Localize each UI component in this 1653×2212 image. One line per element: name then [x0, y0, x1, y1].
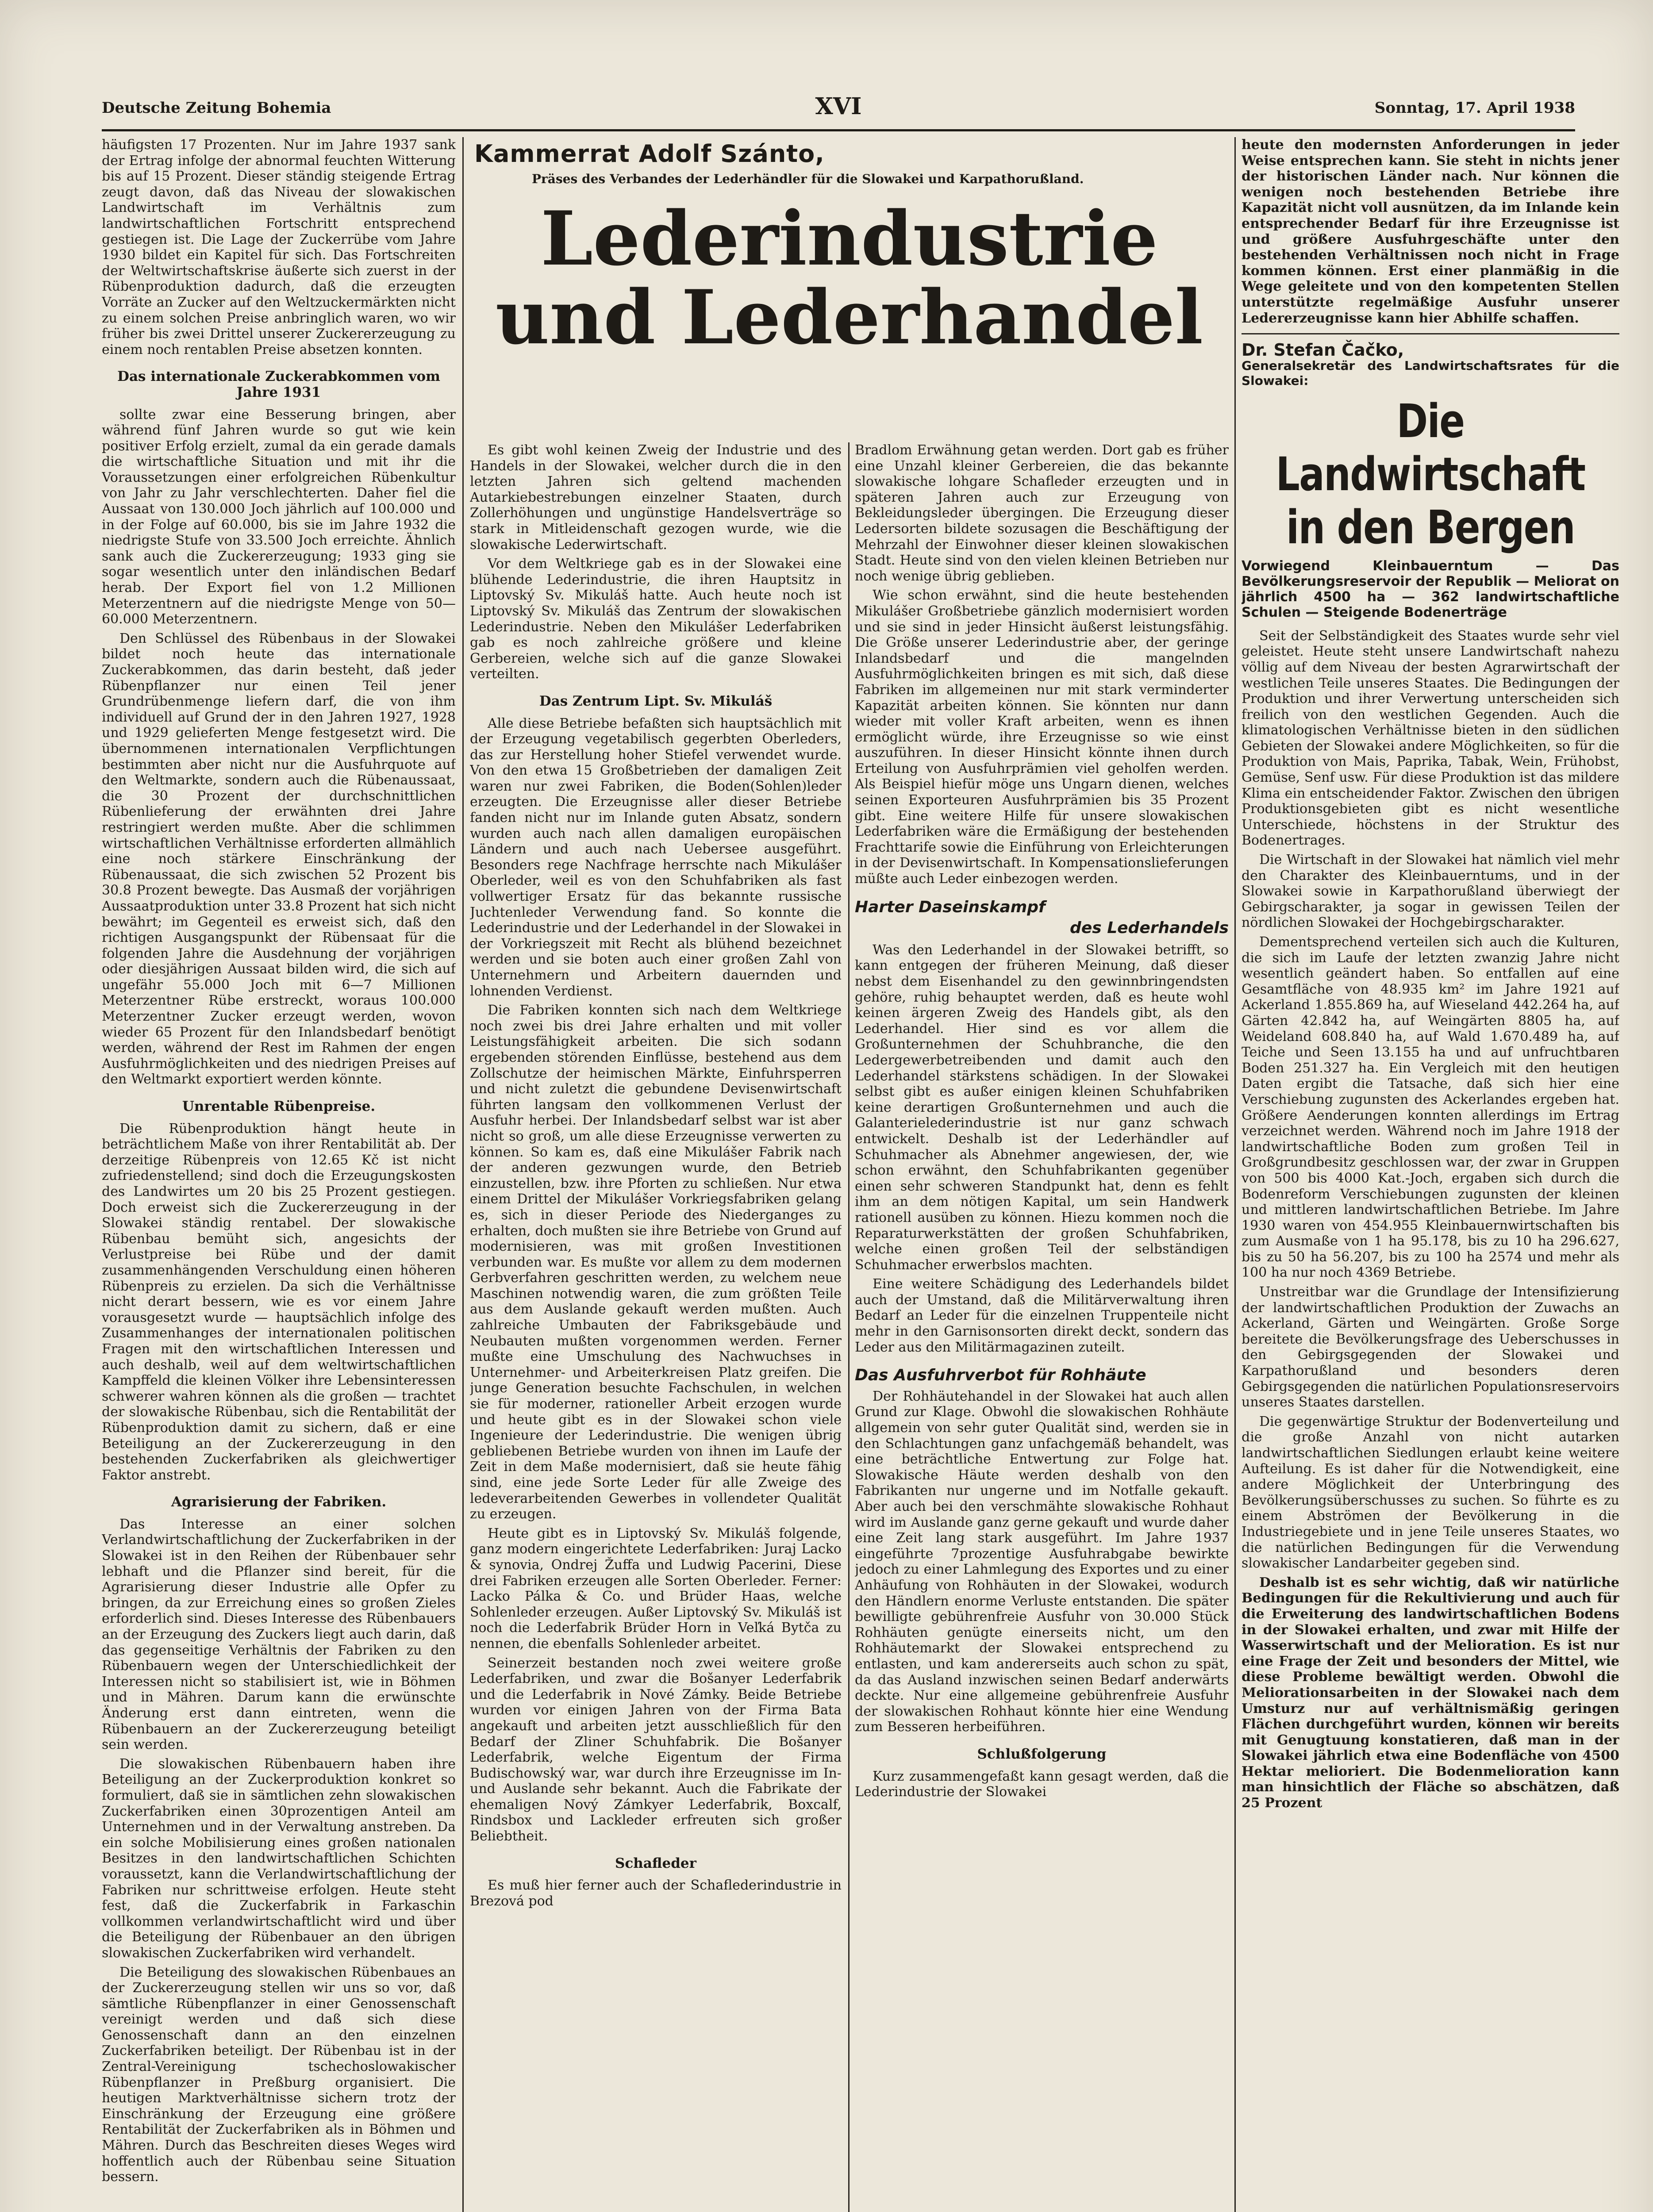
title-line: Lederindustrie — [541, 195, 1158, 282]
paragraph: Die Fabriken konnten sich nach dem Weltkriege noch zwei bis drei Jahre erhalten und mit voller Leistungsfähigkeit arbeiten. Die sich sodann ergebenden störenden Einflüsse, bestehend aus dem Zollschutze der heimischen Märkte, Einfuhrsperren und nicht zuletzt die gebundene Devisenwirtschaft führten langsam den vollkommenen Verlust der Ausfuhr herbei. Der Inlandsbedarf selbst war ist aber nicht so groß, um alle diese Erzeugnisse verwerten zu können. So kam es, daß eine Mikulášer Fabrik nach der anderen gezwungen wurde, den Betrieb einzustellen, bzw. ihre Pforten zu schließen. Nur etwa einem Drittel der Mikulášer Vorkriegsfabriken gelang es, sich in dieser Periode des Niederganges zu erhalten, doch mußten sie ihre Betriebe von Grund auf modernisieren, was mit großen Investitionen verbunden war. Es mußte vor allem zu dem modernen Gerbverfahren geschritten werden, zu welchem neue Maschinen notwendig waren, die zum größten Teile aus dem Auslande gekauft werden mußten. Auch zahlreiche Umbauten der Fabriksgebäude und Neubauten mußten vorgenommen werden. Ferner mußte eine Umschulung des Nachwuchses in Unternehmer- und Arbeiterkreisen Platz greifen. Die junge Generation besuchte Fachschulen, in welchen sie für moderner, rationeller Arbeit erzogen wurde und heute gibt es in der Slowakei schon viele Ingenieure der Lederindustrie. Die wenigen übrig gebliebenen Betriebe wurden von ihnen im Laufe der Zeit in dem Maße modernisiert, daß sie heute fähig sind, eine jede Sorte Leder für alle Zweige des ledeverarbeitenden Gewerbes in vollendeter Qualität zu erzeugen. — [470, 1002, 842, 1522]
section-heading: Das internationale Zuckerabkommen vom Jahre 1931 — [117, 369, 440, 400]
paragraph: Dementsprechend verteilen sich auch die Kulturen, die sich im Laufe der letzten zwanzig Jahre nicht wesentlich geändert haben. So entfallen auf eine Gesamtfläche von 48.935 km² im Jahre 1921 auf Ackerland 1.855.869 ha, auf Wieseland 442.264 ha, auf Gärten 42.842 ha, auf Weingärten 8805 ha, auf Weideland 608.840 ha, auf Wald 1.670.489 ha, auf Teiche und Seen 13.155 ha und auf unfruchtbaren Boden 251.327 ha. Ein Vergleich mit den heutigen Daten ergibt die Tatsache, daß sich hier eine Verschiebung zugunsten des Ackerlandes ergeben hat. Größere Aenderungen konnten allerdings im Ertrag verzeichnet werden. Während noch im Jahre 1918 der landwirtschaftliche Boden zum großen Teil in Großgrundbesitz geschlossen war, der zwar in Gruppen von 500 bis 4000 Kat.-Joch, ergaben sich durch die Bodenreform Verschiebungen zugunsten der kleinen und mittleren landwirtschaftlichen Betriebe. Im Jahre 1930 waren von 454.955 Kleinbauernwirtschaften bis zum Ausmaße von 1 ha 95.178, bis zu 10 ha 296.627, bis zu 50 ha 56.207, bis zu 100 ha 2574 und mehr als 100 ha nur noch 4369 Betriebe. — [1242, 934, 1619, 1281]
section-heading: Das Ausfuhrverbot für Rohhäute — [855, 1366, 1146, 1385]
paragraph: Seit der Selbständigkeit des Staates wurde sehr viel geleistet. Heute steht unsere Landwirtschaft nahezu völlig auf dem Niveau der besten Agrarwirtschaft der westlichen Teile unseres Staates. Die Bedingungen der Produktion und ihrer Verwertung unterscheiden sich freilich von den westlichen Gegenden. Auch die klimatologischen Verhältnisse bieten in den südlichen Gebieten der Slowakei andere Möglichkeiten, so für die Produktion von Mais, Paprika, Tabak, Wein, Frühobst, Gemüse, Senf usw. Für diese Produktion ist das mildere Klima ein entscheidender Faktor. Zwischen den übrigen Produktionsgebieten gibt es nicht wesentliche Unterschiede, höchstens in der Struktur des Bodenertrages. — [1242, 628, 1619, 849]
author-role: Präses des Verbandes der Lederhändler für die Slowakei und Karpathorußland. — [532, 172, 1084, 186]
article-author: Dr. Stefan Čačko, — [1242, 340, 1404, 360]
leather-article-header — [470, 137, 1229, 442]
paragraph: Bradlom Erwähnung getan werden. Dort gab es früher eine Unzahl kleiner Gerbereien, die das bekannte slowakische lohgare Schafleder erzeugten und in späteren Jahren auch zur Erzeugung von Bekleidungsleder übergingen. Die Erzeugung dieser Ledersorten bildete sozusagen die Beschäftigung der Mehrzahl der Einwohner dieser kleinen slowakischen Stadt. Heute sind von den vielen kleinen Betrieben nur noch wenige übrig geblieben. — [855, 442, 1229, 584]
newspaper-name: Deutsche Zeitung Bohemia — [102, 99, 331, 117]
title-line: Die Landwirtschaft — [1276, 394, 1585, 501]
section-heading: Agrarisierung der Fabriken. — [171, 1494, 387, 1510]
article-title — [1254, 395, 1607, 554]
paragraph: häufigsten 17 Prozenten. Nur im Jahre 1937 sank der Ertrag infolge der abnormal feuchten Witterung bis auf 15 Prozent. Dieser ständig steigende Ertrag zeugt davon, daß das Niveau der slowakischen Landwirtschaft im Verhältnis zum landwirtschaftlichen Fortschritt entsprechend gestiegen ist. Die Lage der Zuckerrübe vom Jahre 1930 bildet ein Kapitel für sich. Das Fortschreiten der Weltwirtschaftskrise äußerte sich zuerst in der Rübenproduktion dadurch, daß die erzeugten Vorräte an Zucker auf den Weltzuckermärkten nicht zu einem solchen Preise anbringlich waren, wo wir früher bis zwei Drittel unserer Zuckererzeugung zu einem noch rentablen Preise absetzen konnten. — [102, 137, 456, 357]
paragraph: Wie schon erwähnt, sind die heute bestehenden Mikulášer Großbetriebe gänzlich modernisiert worden und sie sind in jeder Hinsicht äußerst leistungsfähig. Die Größe unserer Lederindustrie aber, der geringe Inlandsbedarf und die mangelnden Ausfuhrmöglichkeiten bringen es mit sich, daß diese Fabriken im allgemeinen nur mit stark verminderter Kapazität arbeiten können. Sie könnten nur dann wieder mit voller Kraft arbeiten, wenn es ihnen ermöglicht würde, ihre Erzeugnisse so wie einst auszuführen. In dieser Hinsicht könnte ihnen durch Erteilung von Ausfuhrprämien viel geholfen werden. Als Beispiel hiefür möge uns Ungarn dienen, welches seinen Exporteuren Ausfuhrprämien bis 35 Prozent gibt. Eine weitere Hilfe für unsere slowakischen Lederfabriken wäre die Ermäßigung der bestehenden Frachttarife sowie die Einführung von Erleichterungen in der Devisenwirtschaft. In Kompensationslieferungen müßte auch Leder einbezogen werden. — [855, 588, 1229, 887]
paragraph: Den Schlüssel des Rübenbaus in der Slowakei bildet noch heute das internationale Zuckerabkommen, das darin besteht, daß jeder Rübenpflanzer nur einen Teil jener Grundrübenmenge liefern darf, die von ihm individuell auf Grund der in den Jahren 1927, 1928 und 1929 gelieferten Menge festgesetzt wird. Die übernommenen internationalen Verpflichtungen bestimmten aber nicht nur die Ausfuhrquote auf den Weltmarkte, sondern auch die Rübenaussaat, die 30 Prozent der durchschnittlichen Rübenlieferung der erwähnten drei Jahre restringiert werden mußte. Aber die schlimmen wirtschaftlichen Verhältnisse erforderten allmählich eine noch stärkere Einschränkung der Rübenaussaat, die sich zwischen 52 Prozent bis 30.8 Prozent bewegte. Das Ausmaß der vorjährigen Aussaatproduktion unter 33.8 Prozent hat sich nicht bewährt; im Gegenteil es erweist sich, daß den richtigen Ausgangspunkt der Rübensaat für die folgenden Jahre die Ausdehnung der vorjährigen oder diesjährigen Aussaat bilden wird, die sich auf ungefähr 55.000 Joch mit 6—7 Millionen Meterzentner Rübe erstreckt, woraus 100.000 Meterzentner Zucker erzeugt werden, wovon wieder 65 Prozent für den Inlandsbedarf benötigt werden, während der Rest im Rahmen der engen Ausfuhrmöglichkeiten und des niedrigen Preises auf den Weltmarkt exportiert werden könnte. — [102, 630, 456, 1087]
paragraph: Deshalb ist es sehr wichtig, daß wir natürliche Bedingungen für die Rekultivierung und auch für die Erweiterung des landwirtschaftlichen Bodens in der Slowakei erhalten, und zwar mit Hilfe der Wasserwirtschaft und der Melioration. Es ist nur eine Frage der Zeit und besonders der Mittel, wie diese Probleme bewältigt werden. Obwohl die Meliorationsarbeiten in der Slowakei nach dem Umsturz nur auf verhältnismäßig geringen Flächen durchgeführt wurden, können wir bereits mit Genugtuung konstatieren, daß man in der Slowakei jährlich etwa eine Bodenfläche von 4500 Hektar melioriert. Die Bodenmelioration kann man hinsichtlich der Fläche so abschätzen, daß 25 Prozent — [1242, 1575, 1619, 1811]
paragraph: Das Interesse an einer solchen Verlandwirtschaftlichung der Zuckerfabriken in der Slowakei ist in den Reihen der Rübenbauer sehr lebhaft und die Pflanzer sind bereit, für die Agrarisierung dieser Industrie alle Opfer zu bringen, da zur Erreichung eines so großen Zieles erforderlich sind. Dieses Interesse des Rübenbauers an der Erzeugung des Zuckers liegt auch darin, daß das gegenseitige Verhältnis der Fabriken zu den Rübenbauern wegen der Unterschiedlichkeit der Interessen nicht so stabilisiert ist, wie in Böhmen und in Mähren. Darum kann die erwünschte Änderung erst dann eintreten, wenn die Rübenbauern an der Zuckererzeugung beteiligt sein werden. — [102, 1516, 456, 1753]
agriculture-article-header — [1242, 342, 1619, 620]
paragraph: Vor dem Weltkriege gab es in der Slowakei eine blühende Lederindustrie, die ihren Hauptsitz in Liptovský Sv. Mikuláš hatte. Auch heute noch ist Liptovský Sv. Mikuláš das Zentrum der slowakischen Lederindustrie. Neben den Mikulášer Lederfabriken gab es noch zahlreiche größere und kleine Gerbereien, welche sich auf die ganze Slowakei verteilten. — [470, 556, 842, 682]
title-line: und Lederhandel — [495, 273, 1203, 361]
column-rule — [462, 137, 464, 2212]
section-heading: Das Zentrum Lipt. Sv. Mikuláš — [539, 693, 773, 709]
paragraph: Seinerzeit bestanden noch zwei weitere große Lederfabriken, und zwar die Bošanyer Lederfabrik und die Lederfabrik in Nové Zámky. Beide Betriebe wurden vor einigen Jahren von der Firma Bata angekauft und arbeiten jetzt ausschließlich für den Bedarf der Zliner Schuhfabrik. Die Bošanyer Lederfabrik, welche Eigentum der Firma Budischowský war, war durch ihre Erzeugnisse im In- und Auslande sehr bekannt. Auch die Fabrikate der ehemaligen Nový Zámkyer Lederfabrik, Boxcalf, Rindsbox und Lackleder erfreuten sich großer Beliebtheit. — [470, 1655, 842, 1844]
title-line: in den Bergen — [1286, 500, 1575, 554]
section-heading: Unrentable Rübenpreise. — [182, 1098, 376, 1115]
section-heading: des Lederhandels — [1070, 919, 1229, 937]
section-heading: Schafleder — [615, 1855, 696, 1871]
article-subtitle: Vorwiegend Kleinbauerntum — Das Bevölkerungsreservoir der Republik — Meliorat on jährlich 4500 ha — 362 landwirtschaftliche Schulen — Steigende Bodenerträge — [1242, 558, 1619, 620]
column-rule — [848, 442, 850, 2212]
paragraph: Es muß hier ferner auch der Schaflederindustrie in Brezová pod — [470, 1878, 842, 1909]
paragraph: Die slowakischen Rübenbauern haben ihre Beteiligung an der Zuckerproduktion konkret so formuliert, daß sie in sämtlichen zehn slowakischen Zuckerfabriken einen 30prozentigen Anteil am Unternehmen und in der Verwaltung anstreben. Da ein solche Mobilisierung eines großen nationalen Besitzes in den landwirtschaftlichen Schichten voraussetzt, kann die Verlandwirtschaftlichung der Fabriken nur schrittweise erfolgen. Heute steht fest, daß die Zuckerfabrik in Farkaschin vollkommen verlandwirtschaftlicht wird und über die Beteiligung der Rübenbauer an den übrigen slowakischen Zuckerfabriken wird verhandelt. — [102, 1756, 456, 1961]
article-agriculture-column — [1242, 137, 1619, 2212]
article-sugar-column — [102, 137, 456, 2212]
paragraph: Die Rübenproduktion hängt heute in beträchtlichem Maße von ihrer Rentabilität ab. Der derzeitige Rübenpreis von 12.65 Kč ist nicht zufriedenstellend; sind doch die Erzeugungskosten des Landwirtes um 20 bis 25 Prozent gestiegen. Doch erweist sich die Zuckererzeugung in der Slowakei ständig rentabel. Der slowakische Rübenbau bemüht sich, angesichts der Verlustpreise bei Rübe und der damit zusammenhängenden Verschuldung einen höheren Rübenpreis zu erzielen. Da sich die Verhältnisse nicht derart bessern, wie es vor einem Jahre vorausgesetzt wurde — hauptsächlich infolge des Zusammenhanges der internationalen politischen Fragen mit den wirtschaftlichen Interessen und auch deshalb, weil auf dem weltwirtschaftlichen Kampffeld die kleinen Völker ihre Lebensinteressen schwerer wahren können als die großen — trachtet der slowakische Rübenbau, sich die Rentabilität der Rübenproduktion damit zu sichern, daß er eine Beteiligung an der Zuckererzeugung in den bestehenden Zuckerfabriken als gleichwertiger Faktor anstrebt. — [102, 1121, 456, 1483]
paragraph: Die Wirtschaft in der Slowakei hat nämlich viel mehr den Charakter des Kleinbauerntums, und in der Slowakei sowie in Karpathorußland überwiegt der Gebirgscharakter, ja sogar in gewissen Teilen der nördlichen Slowakei der Hochgebirgscharakter. — [1242, 852, 1619, 931]
paragraph: heute den modernsten Anforderungen in jeder Weise entsprechen kann. Sie steht in nichts jener der historischen Länder nach. Nur können die wenigen noch bestehenden Betriebe ihre Kapazität nicht voll ausnützen, da im Inlande kein entsprechender Bedarf für ihre Erzeugnisse ist und größere Ausfuhrgeschäfte unter den bestehenden Verhältnissen noch nicht in Frage kommen können. Erst einer planmäßig in die Wege geleitete und von den kompetenten Stellen unterstützte regelmäßige Ausfuhr unserer Ledererzeugnisse kann hier Abhilfe schaffen. — [1242, 137, 1619, 326]
author-role: Generalsekretär des Landwirtschaftsrates für die Slowakei: — [1242, 358, 1619, 388]
paragraph: Es gibt wohl keinen Zweig der Industrie und des Handels in der Slowakei, welcher durch die in den letzten Jahren sich geltend machenden Autarkiebestrebungen einzelner Staaten, durch Zollerhöhungen und ungünstige Handelsverträge so stark in Mitleidenschaft gezogen wurde, wie die slowakische Lederwirtschaft. — [470, 442, 842, 553]
article-author: Kammerrat Adolf Szánto, — [474, 140, 825, 168]
paragraph: Kurz zusammengefaßt kann gesagt werden, daß die Lederindustrie der Slowakei — [855, 1768, 1229, 1800]
paragraph: Unstreitbar war die Grundlage der Intensifizierung der landwirtschaftlichen Produktion der Zuwachs an Ackerland, Gärten und Weingärten. Große Sorge bereitete die Bevölkerungsfrage des Ueberschusses in den Gebirgsgegenden der Slowakei und Karpathorußland und besonders deren Gebirgsgegenden die natürlichen Populationsreservoirs unseres Staates darstellen. — [1242, 1284, 1619, 1410]
paragraph: Alle diese Betriebe befaßten sich hauptsächlich mit der Erzeugung vegetabilisch gegerbten Oberleders, das zur Herstellung hoher Stiefel verwendet wurde. Von den etwa 15 Großbetrieben der damaligen Zeit waren nur zwei Fabriken, die Boden(Sohlen)leder erzeugten. Die Erzeugnisse aller dieser Betriebe fanden nicht nur im Inlande guten Absatz, sondern wurden auch nach allen damaligen europäischen Ländern und auch nach Uebersee ausgeführt. Besonders rege Nachfrage herrschte nach Mikulášer Oberleder, weil es von den Schuhfabriken als fast vollwertiger Ersatz für das bekannte russische Juchtenleder Verwendung fand. So konnte die Lederindustrie und der Lederhandel in der Slowakei in der Vorkriegszeit mit Recht als blühend bezeichnet werden und sie boten auch einer großen Zahl von Unternehmern und Arbeitern dauernden und lohnenden Verdienst. — [470, 715, 842, 999]
article-title — [470, 195, 1229, 361]
masthead-rule — [102, 129, 1575, 131]
section-heading: Schlußfolgerung — [977, 1746, 1107, 1762]
paragraph: sollte zwar eine Besserung bringen, aber während fünf Jahren wurde so gut wie kein positiver Erfolg erzielt, zumal da ein gerade damals die wirtschaftliche Situation und mit ihr die Voraussetzungen einer erfolgreichen Rübenkultur von Jahr zu Jahr verschlechterten. Daher fiel die Aussaat von 130.000 Joch jährlich auf 100.000 und in der Folge auf 60.000, bis sie im Jahre 1932 die niedrigste Stufe von 33.500 Joch erreichte. Ähnlich sank auch die Zuckererzeugung; 1933 ging sie sogar wesentlich unter den inländischen Bedarf herab. Der Export fiel von 1.2 Millionen Meterzentnern auf die niedrigste Menge von 50—60.000 Meterzentnern. — [102, 407, 456, 627]
column-rule — [1234, 137, 1236, 2212]
paragraph: Was den Lederhandel in der Slowakei betrifft, so kann entgegen der früheren Meinung, daß dieser nebst dem Eisenhandel zu den gewinnbringendsten gehöre, ruhig behauptet werden, daß es heute wohl keinen ärgeren Zweig des Handels gibt, als den Lederhandel. Hier sind es vor allem die Großunternehmen der Schuhbranche, die den Ledergewerbetreibenden und damit auch den Lederhandel stärkstens schädigen. In der Slowakei selbst gibt es außer einigen kleinen Schuhfabriken keine derartigen Großunternehmen und auch die Galanterielederindustrie ist nur ganz schwach entwickelt. Deshalb ist der Lederhändler auf Schuhmacher als Abnehmer angewiesen, der, wie schon erwähnt, den Schuhfabrikanten gegenüber einen sehr schweren Standpunkt hat, denn es fehlt ihm an dem nötigen Kapital, um sein Handwerk rationell ausüben zu können. Hiezu kommen noch die Reparaturwerkstätten der großen Schuhfabriken, welche einen großen Teil der selbständigen Schuhmacher erwerbslos machten. — [855, 942, 1229, 1273]
article-leather-column-1 — [470, 442, 842, 2212]
article-leather-column-2 — [855, 442, 1229, 2212]
paragraph: Die Beteiligung des slowakischen Rübenbaues an der Zuckererzeugung stellen wir uns so vor, daß sämtliche Rübenpflanzer in einer Genossenschaft vereinigt werden und daß sich diese Genossenschaft dann an den einzelnen Zuckerfabriken beteiligt. Der Rübenbau ist in der Zentral-Vereinigung tschechoslowakischer Rübenpflanzer in Preßburg organisiert. Die heutigen Marktverhältnisse sichern trotz der Einschränkung der Erzeugung eine größere Rentabilität der Zuckerfabriken als in Böhmen und Mähren. Durch das Beschreiten dieses Weges wird hoffentlich auch der Rübenbau seine Situation bessern. — [102, 1964, 456, 2185]
paragraph: Der Rohhäutehandel in der Slowakei hat auch allen Grund zur Klage. Obwohl die slowakischen Rohhäute allgemein von sehr guter Qualität sind, werden sie in den Schlachtungen ganz unfachgemäß behandelt, was eine beträchtliche Entwertung zur Folge hat. Slowakische Häute werden deshalb von den Fabrikanten nur ungerne und im Notfalle gekauft. Aber auch bei den verschmähte slowakische Rohhaut wird im Auslande ganz gerne gekauft und wurde daher eine Zeit lang stark ausgeführt. Im Jahre 1937 eingeführte 7prozentige Ausfuhrabgabe bewirkte jedoch zu einer Lahmlegung des Exportes und zu einer Anhäufung von Rohhäuten in der Slowakei, wodurch den Händlern enorme Verluste entstanden. Die später bewilligte gebührenfreie Ausfuhr von 30.000 Stück Rohhäuten genügte einerseits nicht, um den Rohhäutemarkt der Slowakei entsprechend zu entlasten, und kam andererseits auch schon zu spät, da das Ausland inzwischen seinen Bedarf anderwärts deckte. Nur eine allgemeine gebührenfreie Ausfuhr der slowakischen Rohhaut könnte hier eine Wendung zum Besseren herbeiführen. — [855, 1388, 1229, 1735]
masthead — [102, 93, 1575, 124]
issue-date: Sonntag, 17. April 1938 — [1374, 99, 1575, 117]
page-number: XVI — [815, 93, 862, 120]
paragraph: Heute gibt es in Liptovský Sv. Mikuláš folgende, ganz modern eingerichtete Lederfabriken: Juraj Lacko & synovia, Ondrej Žuffa und Ludwig Pacerini, Diese drei Fabriken erzeugen alle Sorten Oberleder. Ferner: Lacko Pálka & Co. und Brüder Haas, welche Sohlenleder erzeugen. Außer Liptovský Sv. Mikuláš ist noch die Lederfabrik Brüder Horn in Veľká Bytča zu nennen, die ebenfalls Sohlenleder arbeitet. — [470, 1525, 842, 1651]
paragraph: Eine weitere Schädigung des Lederhandels bildet auch der Umstand, daß die Militärverwaltung ihren Bedarf an Leder für die einzelnen Truppenteile nicht mehr in den Garnisonsorten direkt deckt, sondern das Leder aus den Militärmagazinen zuteilt. — [855, 1276, 1229, 1355]
paragraph: Die gegenwärtige Struktur der Bodenverteilung und die große Anzahl von nicht autarken landwirtschaftlichen Siedlungen erlaubt keine weitere Aufteilung. Es ist daher für die Notwendigkeit, eine andere Möglichkeit der Unterbringung des Bevölkerungsüberschusses zu suchen. So führte es zu einem Abströmen der Bevölkerung in die Industriegebiete und in jene Teile unseres Staates, wo die natürlichen Bedingungen für die Verwendung slowakischer Landarbeiter gegeben sind. — [1242, 1413, 1619, 1571]
section-heading: Harter Daseinskampf — [855, 898, 1046, 916]
article-divider — [1242, 333, 1619, 334]
